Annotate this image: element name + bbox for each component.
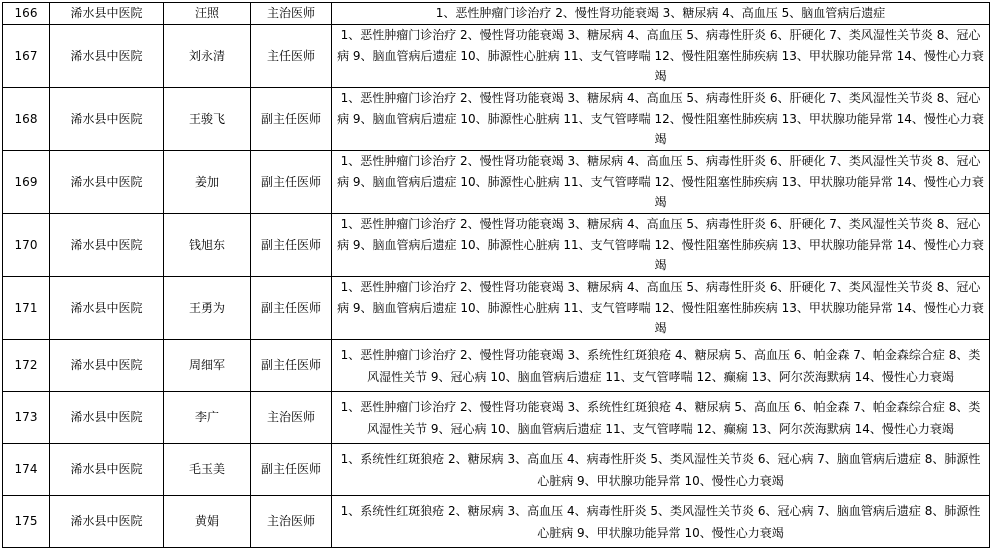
table-row <box>3 277 990 340</box>
disease-list-cell: 1、恶性肿瘤门诊治疗 2、慢性肾功能衰竭 3、系统性红斑狼疮 4、糖尿病 5、高血压 6、帕金森 7、帕金森综合症 8、类风湿性关节 9、冠心病 10、脑血管病后遗症 11、支气管哮喘 12、癫痫 13、阿尔茨海默病 14、慢性心力衰竭 <box>332 340 990 392</box>
doctor-title-cell: 副主任医师 <box>251 277 332 340</box>
hospital-cell: 浠水县中医院 <box>50 88 164 151</box>
table-row <box>3 392 990 444</box>
row-number: 174 <box>3 444 50 496</box>
doctor-name-cell: 周细军 <box>164 340 251 392</box>
row-number: 168 <box>3 88 50 151</box>
hospital-cell: 浠水县中医院 <box>50 392 164 444</box>
row-number: 172 <box>3 340 50 392</box>
disease-list-cell: 1、系统性红斑狼疮 2、糖尿病 3、高血压 4、病毒性肝炎 5、类风湿性关节炎 6、冠心病 7、脑血管病后遗症 8、肺源性心脏病 9、甲状腺功能异常 10、慢性心力衰竭 <box>332 496 990 548</box>
row-number: 167 <box>3 25 50 88</box>
doctor-title-cell: 主治医师 <box>251 3 332 25</box>
table-row <box>3 25 990 88</box>
row-number: 175 <box>3 496 50 548</box>
doctor-name-cell: 黄娟 <box>164 496 251 548</box>
doctor-name-cell: 刘永清 <box>164 25 251 88</box>
doctor-name-cell: 姜加 <box>164 151 251 214</box>
hospital-cell: 浠水县中医院 <box>50 25 164 88</box>
hospital-cell: 浠水县中医院 <box>50 214 164 277</box>
doctor-name-cell: 汪照 <box>164 3 251 25</box>
hospital-cell: 浠水县中医院 <box>50 3 164 25</box>
row-number: 169 <box>3 151 50 214</box>
row-number: 166 <box>3 3 50 25</box>
disease-list-cell: 1、系统性红斑狼疮 2、糖尿病 3、高血压 4、病毒性肝炎 5、类风湿性关节炎 6、冠心病 7、脑血管病后遗症 8、肺源性心脏病 9、甲状腺功能异常 10、慢性心力衰竭 <box>332 444 990 496</box>
row-number: 173 <box>3 392 50 444</box>
disease-list-cell: 1、恶性肿瘤门诊治疗 2、慢性肾功能衰竭 3、糖尿病 4、高血压 5、病毒性肝炎 6、肝硬化 7、类风湿性关节炎 8、冠心病 9、脑血管病后遗症 10、肺源性心脏病 11、支气管哮喘 12、慢性阻塞性肺疾病 13、甲状腺功能异常 14、慢性心力衰竭 <box>332 88 990 151</box>
disease-list-cell: 1、恶性肿瘤门诊治疗 2、慢性肾功能衰竭 3、糖尿病 4、高血压 5、脑血管病后遗症 <box>332 3 990 25</box>
row-number: 170 <box>3 214 50 277</box>
hospital-cell: 浠水县中医院 <box>50 277 164 340</box>
doctor-name-cell: 王骏飞 <box>164 88 251 151</box>
table-row <box>3 88 990 151</box>
table-row <box>3 340 990 392</box>
disease-list-cell: 1、恶性肿瘤门诊治疗 2、慢性肾功能衰竭 3、糖尿病 4、高血压 5、病毒性肝炎 6、肝硬化 7、类风湿性关节炎 8、冠心病 9、脑血管病后遗症 10、肺源性心脏病 11、支气管哮喘 12、慢性阻塞性肺疾病 13、甲状腺功能异常 14、慢性心力衰竭 <box>332 25 990 88</box>
doctor-title-cell: 主治医师 <box>251 392 332 444</box>
doctor-title-cell: 副主任医师 <box>251 151 332 214</box>
row-number: 171 <box>3 277 50 340</box>
table-row <box>3 151 990 214</box>
table-row <box>3 496 990 548</box>
doctor-title-cell: 副主任医师 <box>251 444 332 496</box>
disease-list-cell: 1、恶性肿瘤门诊治疗 2、慢性肾功能衰竭 3、糖尿病 4、高血压 5、病毒性肝炎 6、肝硬化 7、类风湿性关节炎 8、冠心病 9、脑血管病后遗症 10、肺源性心脏病 11、支气管哮喘 12、慢性阻塞性肺疾病 13、甲状腺功能异常 14、慢性心力衰竭 <box>332 214 990 277</box>
table-row <box>3 444 990 496</box>
doctor-title-cell: 副主任医师 <box>251 340 332 392</box>
disease-list-cell: 1、恶性肿瘤门诊治疗 2、慢性肾功能衰竭 3、糖尿病 4、高血压 5、病毒性肝炎 6、肝硬化 7、类风湿性关节炎 8、冠心病 9、脑血管病后遗症 10、肺源性心脏病 11、支气管哮喘 12、慢性阻塞性肺疾病 13、甲状腺功能异常 14、慢性心力衰竭 <box>332 277 990 340</box>
doctor-name-cell: 王勇为 <box>164 277 251 340</box>
hospital-cell: 浠水县中医院 <box>50 496 164 548</box>
doctor-title-cell: 主治医师 <box>251 496 332 548</box>
disease-list-cell: 1、恶性肿瘤门诊治疗 2、慢性肾功能衰竭 3、系统性红斑狼疮 4、糖尿病 5、高血压 6、帕金森 7、帕金森综合症 8、类风湿性关节 9、冠心病 10、脑血管病后遗症 11、支气管哮喘 12、癫痫 13、阿尔茨海默病 14、慢性心力衰竭 <box>332 392 990 444</box>
table-row <box>3 3 990 25</box>
hospital-cell: 浠水县中医院 <box>50 444 164 496</box>
doctor-title-cell: 副主任医师 <box>251 88 332 151</box>
hospital-cell: 浠水县中医院 <box>50 151 164 214</box>
doctor-name-cell: 毛玉美 <box>164 444 251 496</box>
doctor-name-cell: 李广 <box>164 392 251 444</box>
hospital-cell: 浠水县中医院 <box>50 340 164 392</box>
doctor-name-cell: 钱旭东 <box>164 214 251 277</box>
doctor-title-cell: 副主任医师 <box>251 214 332 277</box>
disease-list-cell: 1、恶性肿瘤门诊治疗 2、慢性肾功能衰竭 3、糖尿病 4、高血压 5、病毒性肝炎 6、肝硬化 7、类风湿性关节炎 8、冠心病 9、脑血管病后遗症 10、肺源性心脏病 11、支气管哮喘 12、慢性阻塞性肺疾病 13、甲状腺功能异常 14、慢性心力衰竭 <box>332 151 990 214</box>
table-row <box>3 214 990 277</box>
doctor-title-cell: 主任医师 <box>251 25 332 88</box>
doctor-disease-table <box>2 2 990 548</box>
